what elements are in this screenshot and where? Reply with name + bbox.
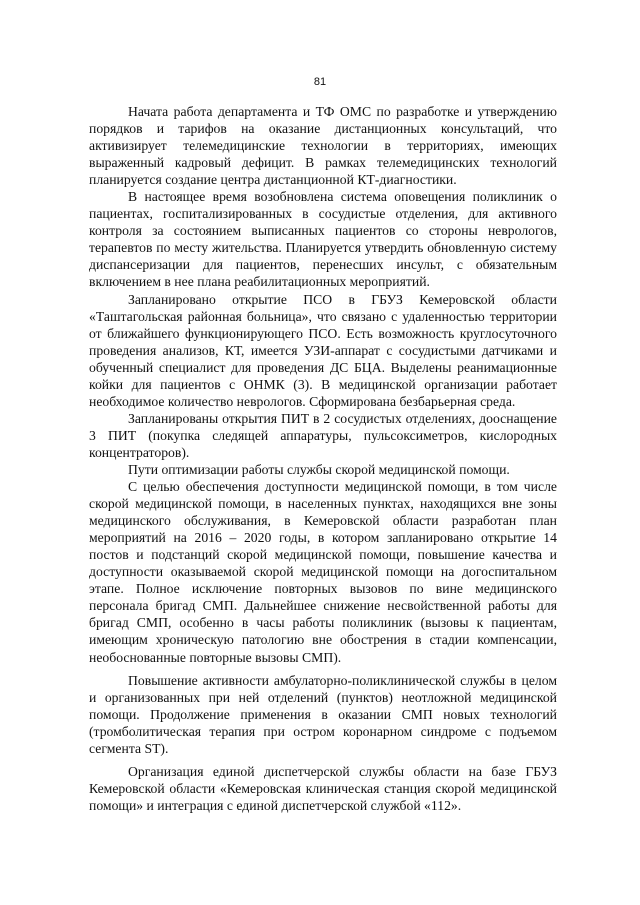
- page-number: 81: [313, 76, 327, 88]
- paragraph-pso-opening: Запланировано открытие ПСО в ГБУЗ Кемеровской области «Таштагольская районная больница», что связано с удаленностью территории от ближайшего функционирующего ПСО. Есть возможность круглосуточного проведения анализов, КТ, имеется УЗИ-аппарат с сосудистыми датчиками и обученный специалист для проведения ДС БЦА. Выделены реанимационные койки для пациентов с ОНМК (3). В медицинской организации работает необходимое количество неврологов. Сформирована безбарьерная среда.: [89, 291, 557, 409]
- paragraph-ambulance-heading: Пути оптимизации работы службы скорой медицинской помощи.: [128, 461, 510, 477]
- paragraph-notification-system: В настоящее время возобновлена система оповещения поликлиник о пациентах, госпитализированных в сосудистые отделения, для активного контроля за состоянием выписанных пациентов со стороны неврологов, терапевтов по месту жительства. Планируется утвердить обновленную систему диспансеризации для пациентов, перенесших инсульт, с обязательным включением в нее плана реабилитационных мероприятий.: [89, 189, 557, 290]
- paragraph-pit-openings: Запланированы открытия ПИТ в 2 сосудистых отделениях, дооснащение 3 ПИТ (покупка следящей аппаратуры, пульсоксиметров, кислородных концентраторов).: [89, 410, 557, 460]
- paragraph-ambulance-plan: С целью обеспечения доступности медицинской помощи, в том числе скорой медицинской помощи, в населенных пунктах, находящихся вне зоны медицинского обслуживания, в Кемеровской области разработан план мероприятий на 2016 – 2020 годы, в котором запланировано открытие 14 постов и подстанций скорой медицинской помощи, повышение качества и доступности оказываемой скорой медицинской помощи на догоспитальном этапе. Полное исключение повторных вызовов по вине медицинского персонала бригад СМП. Дальнейшее снижение несвойственной работы для бригад СМП, особенно в часы работы поликлиник (вызовы к пациентам, имеющим хроническую патологию вне обострения в стадии компенсации, необоснованные повторные вызовы СМП).: [89, 479, 557, 665]
- paragraph-dispatch-service: Организация единой диспетчерской службы области на базе ГБУЗ Кемеровской области «Кемеровская клиническая станция скорой медицинской помощи» и интеграция с единой диспетчерской службой «112».: [89, 763, 557, 813]
- paragraph-telemedicine: Начата работа департамента и ТФ ОМС по разработке и утверждению порядков и тарифов на оказание дистанционных консультаций, что активизирует телемедицинские технологии в территориях, имеющих выраженный кадровый дефицит. В рамках телемедицинских технологий планируется создание центра дистанционной КТ-диагностики.: [89, 104, 557, 188]
- paragraph-outpatient-service: Повышение активности амбулаторно-поликлинической службы в целом и организованных при ней отделений (пунктов) неотложной медицинской помощи. Продолжение применения в оказании СМП новых технологий (тромболитическая терапия при остром коронарном синдроме с подъемом сегмента ST).: [89, 672, 557, 756]
- body-text: [89, 103, 557, 814]
